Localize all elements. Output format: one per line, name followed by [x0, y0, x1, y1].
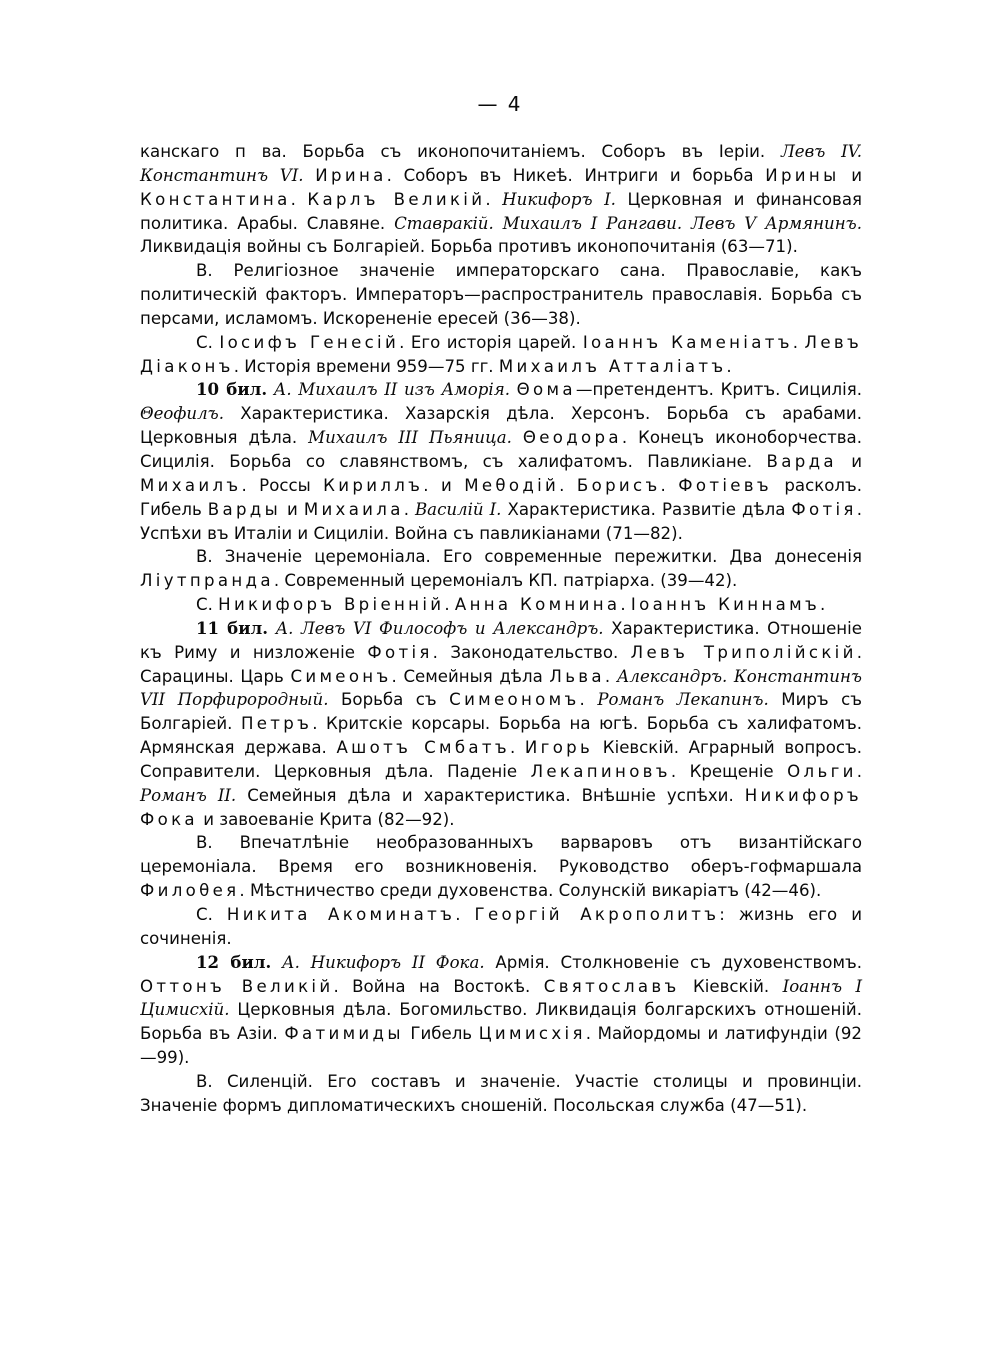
ticket-11-paragraph-a: 11 бил. А. Левъ VI Философъ и Александръ. Характеристика. Отношенiе къ Риму и низложенiе Фотiя. Законодательство. Левъ Триполiйскiй. Сарацины. Царь Симеонъ. Семейныя дѣла Льва. Александръ. Константинъ VII Порфирородный. Борьба съ Симеономъ. Романъ Лекапинъ. Миръ съ Болгарiей. Петръ. Критскiе корсары. Борьба на югѣ. Борьба съ халифатомъ. Армянская держава. Ашотъ Смбатъ. Игорь Кiевскiй. Аграрный вопросъ. Соправители. Церковныя дѣла. Паденiе Лекапиновъ. Крещенiе Ольги. Романъ II. Семейныя дѣла и характеристика. Внѣшнiе успѣхи. Никифоръ Фока и завоеванiе Крита (82—92). [140, 617, 862, 829]
paragraph-continuation: канскаго п ва. Борьба съ иконопочитанiемъ. Соборъ въ Iерiи. Левъ IV. Константинъ VI. Ирина. Соборъ въ Никеѣ. Интриги и борьба Ирины и Константина. Карлъ Великiй. Никифоръ I. Церковная и финансовая политика. Арабы. Славяне. Ставракiй. Михаилъ I Рангави. Левъ V Армянинъ. Ликвидацiя войны съ Болгарiей. Борьба противъ иконопочитанiя (63—71). [140, 142, 862, 257]
page-number: — 4 [477, 92, 523, 116]
ticket-10-paragraph-a: 10 бил. А. Михаилъ II изъ Аморiя. Θома—претендентъ. Критъ. Сицилiя. Θеофилъ. Характеристика. Хазарскiя дѣла. Херсонъ. Борьба съ арабами. Церковныя дѣла. Михаилъ III Пьяница. Θеодора. Конецъ иконоборчества. Сицилiя. Борьба со славянствомъ, съ халифатомъ. Павликiане. Варда и Михаилъ. Россы Кириллъ. и Меθодiй. Борисъ. Фотiевъ расколъ. Гибель Варды и Михаила. Василiй I. Характеристика. Развитiе дѣла Фотiя. Успѣхи въ Италiи и Сицилiи. Война съ павликiанами (71—82). [140, 379, 862, 543]
ticket-10-paragraph-b: В. Значенiе церемонiала. Его современные пережитки. Два донесенiя Лiутпранда. Современный церемонiалъ КП. патрiарха. (39—42). [140, 547, 862, 591]
ticket-11-paragraph-b: В. Впечатлѣнiе необразованныхъ варваровъ отъ византiйскаго церемонiала. Время его возникновенiя. Руководство оберъ-гофмаршала Филоθея. Мѣстничество среди духовенства. Солунскiй викарiатъ (42—46). [140, 833, 862, 901]
ticket-number: 10 бил. [196, 379, 268, 400]
ticket-12-paragraph-a: 12 бил. А. Никифоръ II Фока. Армiя. Столкновенiе съ духовенствомъ. Оттонъ Великiй. Война на Востокѣ. Святославъ Кiевскiй. Iоаннъ I Цимисхiй. Церковныя дѣла. Богомильство. Ликвидацiя болгарскихъ отношенiй. Борьба въ Азiи. Фатимиды Гибель Цимисхiя. Майордомы и латифундiи (92—99). [140, 951, 862, 1068]
ticket-11-paragraph-c: С. Никита Акоминатъ. Георгiй Акрополитъ: жизнь его и сочиненiя. [140, 905, 862, 948]
ticket-12-paragraph-b: В. Силенцiй. Его составъ и значенiе. Участiе столицы и провинцiи. Значенiе формъ дипломатическихъ сношенiй. Посольская служба (47—51). [140, 1071, 862, 1115]
paragraph-b-ticket-9: В. Религiозное значенiе императорскаго сана. Православiе, какъ политическiй факторъ. Императоръ—распространитель православiя. Борьба съ персами, исламомъ. Искорененiе ересей (36—38). [140, 261, 862, 328]
paragraph-c-ticket-9: С. Iосифъ Генесiй. Его исторiя царей. Iоаннъ Каменiатъ. Левъ Дiаконъ. Исторiя времени 959—75 гг. Михаилъ Атталiатъ. [140, 332, 863, 376]
ticket-10-paragraph-c: С. Никифоръ Врiеннiй. Анна Комнина. Iоаннъ Киннамъ. [196, 595, 826, 615]
ticket-number: 12 бил. [196, 951, 272, 972]
ticket-number: 11 бил. [196, 617, 268, 638]
document-body [140, 140, 862, 1118]
